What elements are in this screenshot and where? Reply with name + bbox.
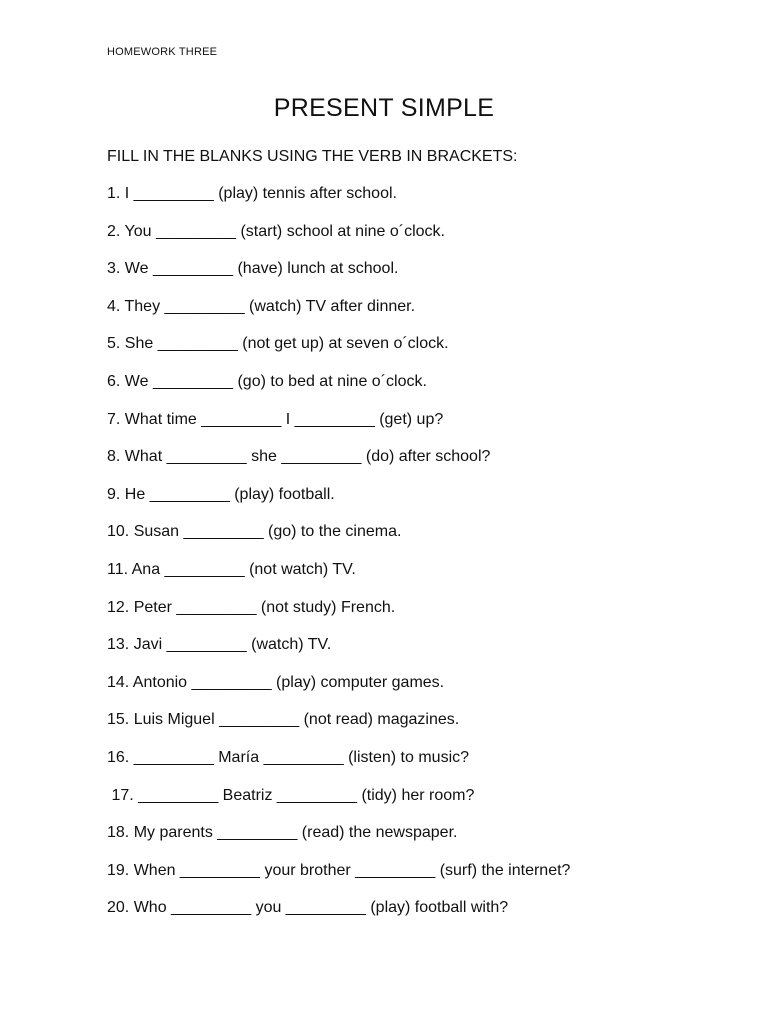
- exercise-item-14: 14. Antonio _________ (play) computer games.: [107, 673, 445, 691]
- document-header: HOMEWORK THREE: [107, 46, 218, 58]
- exercise-item-3: 3. We _________ (have) lunch at school.: [107, 260, 399, 278]
- exercise-item-13: 13. Javi _________ (watch) TV.: [107, 636, 332, 654]
- exercise-item-15: 15. Luis Miguel _________ (not read) magazines.: [107, 711, 460, 729]
- exercise-item-11: 11. Ana _________ (not watch) TV.: [107, 560, 356, 578]
- exercise-item-5: 5. She _________ (not get up) at seven o´clock.: [107, 335, 449, 353]
- exercise-item-9: 9. He _________ (play) football.: [107, 485, 335, 503]
- exercise-item-10: 10. Susan _________ (go) to the cinema.: [107, 523, 402, 541]
- exercise-item-17: 17. _________ Beatriz _________ (tidy) her room?: [107, 786, 475, 804]
- exercise-list: [107, 183, 570, 935]
- exercise-item-2: 2. You _________ (start) school at nine o´clock.: [107, 222, 445, 240]
- exercise-item-12: 12. Peter _________ (not study) French.: [107, 598, 396, 616]
- exercise-item-7: 7. What time _________ I _________ (get) up?: [107, 410, 444, 428]
- exercise-item-1: 1. I _________ (play) tennis after school.: [107, 185, 397, 202]
- exercise-item-4: 4. They _________ (watch) TV after dinner.: [107, 297, 416, 315]
- exercise-item-8: 8. What _________ she _________ (do) after school?: [107, 448, 491, 466]
- exercise-item-18: 18. My parents _________ (read) the newspaper.: [107, 824, 458, 842]
- exercise-item-19: 19. When _________ your brother _________ (surf) the internet?: [107, 861, 571, 879]
- instructions: FILL IN THE BLANKS USING THE VERB IN BRACKETS:: [107, 148, 518, 165]
- page-title: PRESENT SIMPLE: [273, 94, 495, 122]
- exercise-item-6: 6. We _________ (go) to bed at nine o´clock.: [107, 372, 427, 390]
- exercise-item-16: 16. _________ María _________ (listen) to music?: [107, 748, 470, 766]
- exercise-item-20: 20. Who _________ you _________ (play) football with?: [107, 899, 509, 917]
